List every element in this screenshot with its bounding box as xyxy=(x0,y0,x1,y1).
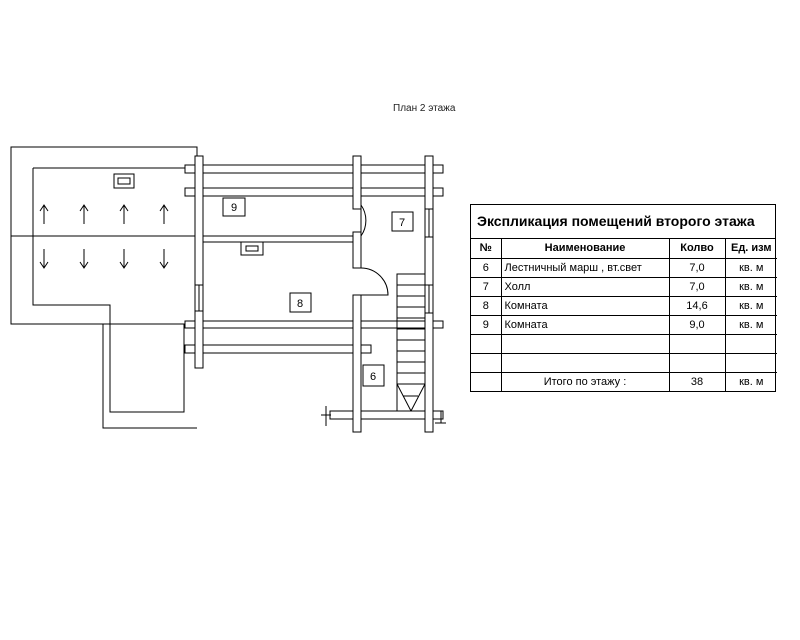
roof-outline xyxy=(11,147,197,428)
staircase xyxy=(397,274,446,423)
cell-name xyxy=(501,334,669,353)
table-row xyxy=(471,315,777,334)
cell-unit: кв. м xyxy=(725,258,777,277)
room-label-8 xyxy=(290,293,311,312)
cell-name: Холл xyxy=(501,277,669,296)
arrow-up-icon xyxy=(40,205,48,224)
arrow-down-icon xyxy=(40,249,48,268)
room-number: 9 xyxy=(230,202,238,214)
cell-area xyxy=(669,334,725,353)
arrow-down-icon xyxy=(120,249,128,268)
heater-icon xyxy=(114,174,134,188)
arrow-down-icon xyxy=(160,249,168,268)
cell-number xyxy=(471,353,501,372)
cell-area: 14,6 xyxy=(669,296,725,315)
room-number: 6 xyxy=(369,371,377,383)
cell-number xyxy=(471,372,501,391)
cell-number: 6 xyxy=(471,258,501,277)
room-label-9 xyxy=(223,198,245,216)
col-header-number: № xyxy=(471,239,501,258)
room-number: 7 xyxy=(398,217,406,229)
cell-area xyxy=(669,353,725,372)
room-number: 8 xyxy=(296,298,304,310)
cell-area: 7,0 xyxy=(669,277,725,296)
table-row xyxy=(471,353,777,372)
cell-name xyxy=(501,353,669,372)
col-header-area: Колво xyxy=(669,239,725,258)
schedule-header-row xyxy=(471,239,777,258)
cell-number xyxy=(471,334,501,353)
cell-number: 9 xyxy=(471,315,501,334)
door-swing xyxy=(361,205,388,295)
heater-icon xyxy=(241,242,263,255)
horizontal-walls xyxy=(185,165,443,419)
schedule-grid xyxy=(471,239,777,391)
room-schedule-table xyxy=(470,204,776,392)
total-row xyxy=(471,372,777,391)
cell-unit: кв. м xyxy=(725,277,777,296)
cell-number: 7 xyxy=(471,277,501,296)
cell-unit xyxy=(725,334,777,353)
arrow-up-icon xyxy=(160,205,168,224)
arrow-up-icon xyxy=(80,205,88,224)
plan-title: План 2 этажа xyxy=(393,103,456,114)
col-header-name: Наименование xyxy=(501,239,669,258)
arrow-down-icon xyxy=(80,249,88,268)
table-row xyxy=(471,258,777,277)
cell-unit: кв. м xyxy=(725,296,777,315)
cell-unit xyxy=(725,353,777,372)
cell-area: 9,0 xyxy=(669,315,725,334)
table-row xyxy=(471,277,777,296)
total-area: 38 xyxy=(669,372,725,391)
room-label-6 xyxy=(363,365,384,386)
cell-unit: кв. м xyxy=(725,315,777,334)
total-unit: кв. м xyxy=(725,372,777,391)
total-label: Итого по этажу : xyxy=(501,372,669,391)
cell-name: Лестничный марш , вт.свет xyxy=(501,258,669,277)
arrow-up-icon xyxy=(120,205,128,224)
room-label-7 xyxy=(392,212,413,231)
cell-area: 7,0 xyxy=(669,258,725,277)
cell-name: Комната xyxy=(501,296,669,315)
table-row xyxy=(471,334,777,353)
cell-number: 8 xyxy=(471,296,501,315)
table-row xyxy=(471,296,777,315)
cell-name: Комната xyxy=(501,315,669,334)
schedule-title: Экспликация помещений второго этажа xyxy=(471,205,775,239)
col-header-unit: Ед. изм xyxy=(725,239,777,258)
